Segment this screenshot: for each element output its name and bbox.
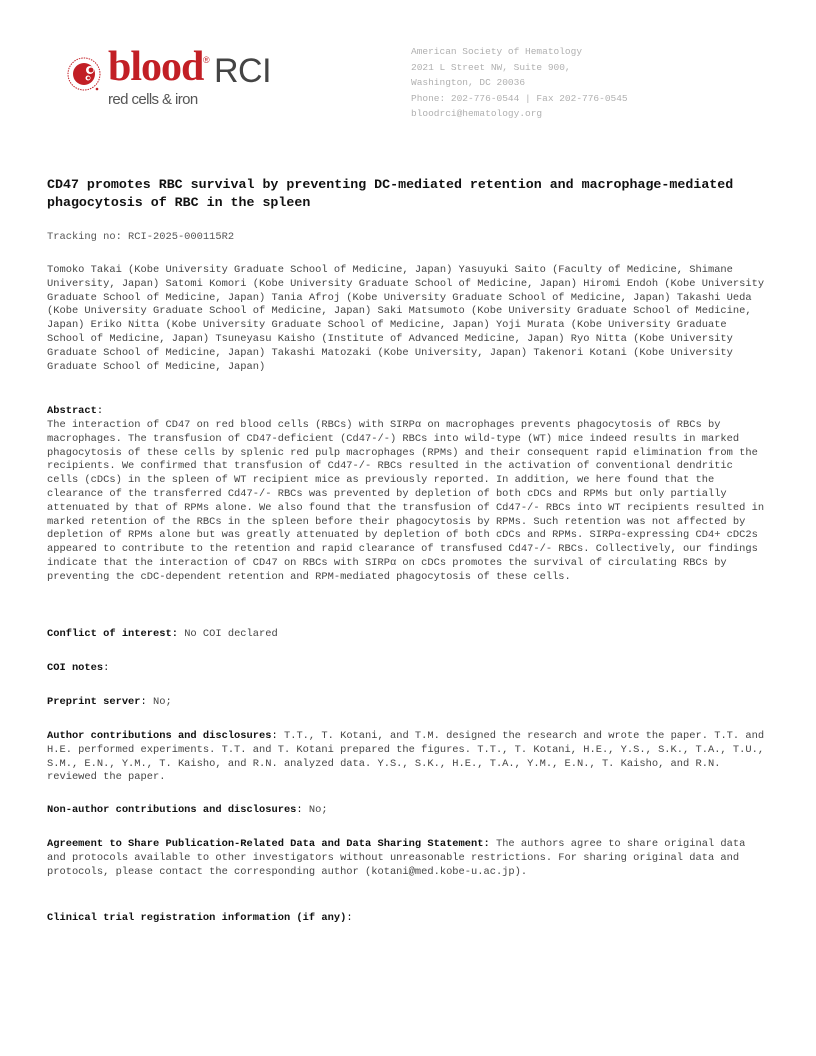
conflict-of-interest [47,628,767,642]
author-list: Tomoko Takai (Kobe University Graduate School of Medicine, Japan) Yasuyuki Saito (Faculty of Medicine, Shimane University, Japan) Satomi Komori (Kobe University Graduate School of Medicine, Japan) Hiromi Endoh (Kobe University Graduate School of Medicine, Japan) Tania Afroj (Kobe University Graduate School of Medicine, Japan) Takashi Ueda (Kobe University Graduate School of Medicine, Japan) Saki Matsumoto (Kobe University Graduate School of Medicine, Japan) Eriko Nitta (Kobe University Graduate School of Medicine, Japan) Yoji Murata (Kobe University Graduate School of Medicine, Japan) Tsuneyasu Kaisho (Institute of Advanced Medicine, Japan) Ryo Nitta (Kobe University Graduate School of Medicine, Japan) Takashi Matozaki (Kobe University, Japan) Takenori Kotani (Kobe University Graduate School of Medicine, Japan) [47,264,765,373]
abstract-body: The interaction of CD47 on red blood cells (RBCs) with SIRPα on macrophages prevents phagocytosis of RBCs by macrophages. The transfusion of CD47-deficient (Cd47-/-) RBCs into wild-type (WT) mice indeed results in marked phagocytosis of these cells by splenic red pulp macrophages (RPMs) and their consequent rapid elimination from the recipients. We confirmed that transfusion of Cd47-/- RBCs resulted in the activation of conventional dendritic cells (cDCs) in the spleen of WT recipient mice as previously reported. In addition, we here found that the clearance of the transferred Cd47-/- RBCs was prevented by depletion of both cDCs and RPMs but only partially attenuated by that of RPMs alone. We also found that the transfusion of Cd47-/- RBCs into WT recipients resulted in marked retention of the RBCs in the spleen before their phagocytosis by RPMs. Such retention was not affected by depletion of RPMs alone but was greatly attenuated by depletion of both cDCs and RPMs. SIRPα-expressing CD4+ cDC2s appeared to contribute to the retention and rapid clearance of transfused Cd47-/- RBCs. Collectively, our findings indicate that the interaction of CD47 on RBCs with SIRPα on cDCs promotes the survival of circulating RBCs by preventing the cDC-dependent retention and RPM-mediated phagocytosis of these cells. [47,419,765,583]
tracking-number: Tracking no: RCI-2025-000115R2 [47,231,235,243]
address-line-org: American Society of Hematology [411,46,583,57]
abstract-colon: : [96,405,104,417]
author-contrib-value: T.T., T. Kotani, and T.M. designed the research and wrote the paper. T.T. and H.E. performed experiments. T.T. and T. Kotani prepared the figures. T.T., T. Kotani, H.E., Y.S., S.K., T.A., T.U., S.M., E.N., Y.M., T. Kaisho, and R.N. analyzed data. Y.S., S.K., H.E., T.A., Y.M., E.N., T. Kaisho, and R.N. reviewed the paper. [47,730,765,784]
preprint-colon: : [140,696,147,708]
clinical-colon: : [346,912,353,924]
nonauthor-value: No; [302,804,328,816]
clinical-trial-registration [47,912,767,926]
coi-label: Conflict of interest: [47,628,178,640]
blood-rci-logo [66,44,286,114]
author-contrib-label: Author contributions and disclosures [47,730,272,742]
preprint-value: No; [146,696,172,708]
abstract-heading [47,405,767,419]
address-line-city: Washington, DC 20036 [411,77,526,88]
logo-suffix-text: RCI [214,52,272,90]
preprint-server [47,696,767,710]
clinical-label: Clinical trial registration information (if any) [47,912,347,924]
logo-brand-text: blood [108,44,204,90]
address-line-street: 2021 L Street NW, Suite 900, [411,61,571,73]
address-line-email: bloodrci@hematology.org [411,108,543,119]
address-line-phone: Phone: 202-776-0544 | Fax 202-776-0545 [411,92,628,104]
non-author-contributions [47,804,767,818]
preprint-label: Preprint server [47,696,141,708]
coi-notes-label: COI notes [47,662,104,674]
author-contributions [47,730,767,785]
article-title: CD47 promotes RBC survival by preventing DC-mediated retention and macrophage-mediated phagocytosis of RBC in the spleen [47,177,734,210]
coi-value: No COI declared [177,628,278,640]
author-contrib-colon: : [271,730,278,742]
abstract-label: Abstract [47,405,97,417]
data-sharing-value: The authors agree to share original data and protocols available to other investigators without unreasonable restrictions. For sharing original data and protocols, please contact the corresponding author (kotani@med.kobe-u.ac.jp). [47,838,746,878]
ash-seal-icon [66,56,102,92]
coi-notes-colon: : [103,662,110,674]
page-header [0,0,816,140]
data-sharing-statement [47,838,767,879]
registered-mark: ® [203,55,210,65]
logo-tagline: red cells & iron [108,91,198,108]
data-sharing-label: Agreement to Share Publication-Related Data and Data Sharing Statement: [47,838,490,850]
publisher-address [411,44,628,122]
nonauthor-label: Non-author contributions and disclosures [47,804,297,816]
coi-notes [47,662,767,676]
nonauthor-colon: : [296,804,303,816]
